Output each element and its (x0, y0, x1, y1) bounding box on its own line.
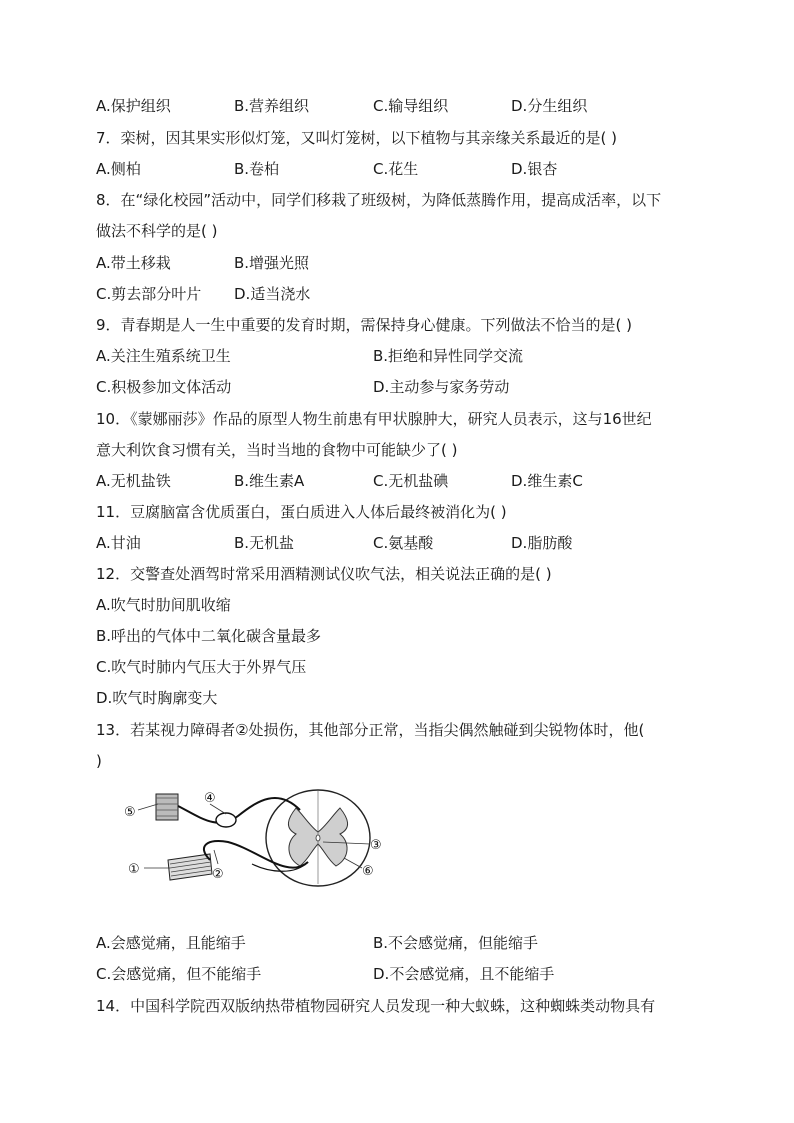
figure-label-2: ② (212, 867, 224, 882)
q7-stem: 7．栾树，因其果实形似灯笼，又叫灯笼树，以下植物与其亲缘关系最近的是( ) (96, 129, 618, 147)
q13-option-c: C.会感觉痛，但不能缩手 (96, 965, 262, 983)
q8-option-d: D.适当浇水 (234, 285, 311, 303)
q11-option-c: C.氨基酸 (373, 534, 434, 552)
figure-label-4: ④ (204, 791, 216, 806)
q11-option-b: B.无机盐 (234, 534, 295, 552)
q7-option-d: D.银杏 (511, 160, 558, 178)
q10-option-a: A.无机盐铁 (96, 472, 171, 490)
q6-option-c: C.输导组织 (373, 97, 449, 115)
q12-option-b: B.呼出的气体中二氧化碳含量最多 (96, 627, 322, 645)
q8-option-a: A.带土移栽 (96, 254, 171, 272)
q13-stem-line1: 13．若某视力障碍者②处损伤，其他部分正常，当指尖偶然触碰到尖锐物体时，他( (96, 721, 645, 739)
q12-stem: 12．交警查处酒驾时常采用酒精测试仪吹气法，相关说法正确的是( ) (96, 565, 552, 583)
q10-stem-line2: 意大利饮食习惯有关，当时当地的食物中可能缺少了( ) (96, 441, 458, 459)
q11-option-a: A.甘油 (96, 534, 141, 552)
sensory-nerve (178, 798, 300, 823)
q9-option-c: C.积极参加文体活动 (96, 378, 232, 396)
q6-option-a: A.保护组织 (96, 97, 171, 115)
q10-option-d: D.维生素C (511, 472, 583, 490)
q11-stem: 11．豆腐脑富含优质蛋白，蛋白质进入人体后最终被消化为( ) (96, 503, 507, 521)
dorsal-root-ganglion (216, 813, 236, 827)
figure-label-1: ① (128, 862, 140, 877)
q13-option-a: A.会感觉痛，且能缩手 (96, 934, 246, 952)
q6-option-d: D.分生组织 (511, 97, 588, 115)
figure-label-6: ⑥ (362, 864, 374, 879)
q14-stem: 14．中国科学院西双版纳热带植物园研究人员发现一种大蚁蛛，这种蜘蛛类动物具有 (96, 997, 656, 1015)
q6-option-b: B.营养组织 (234, 97, 310, 115)
q13-stem-line2: ) (96, 752, 102, 770)
q8-option-b: B.增强光照 (234, 254, 310, 272)
q9-option-b: B.拒绝和异性同学交流 (373, 347, 524, 365)
q9-option-d: D.主动参与家务劳动 (373, 378, 510, 396)
q7-option-c: C.花生 (373, 160, 419, 178)
q7-option-b: B.卷柏 (234, 160, 280, 178)
q9-stem: 9．青春期是人一生中重要的发育时期，需保持身心健康。下列做法不恰当的是( ) (96, 316, 633, 334)
q10-stem-line1: 10．《蒙娜丽莎》作品的原型人物生前患有甲状腺肿大，研究人员表示，这与16世纪 (96, 410, 652, 428)
figure-label-5: ⑤ (124, 805, 136, 820)
q8-stem-line2: 做法不科学的是( ) (96, 222, 218, 240)
q13-option-b: B.不会感觉痛，但能缩手 (373, 934, 539, 952)
q11-option-d: D.脂肪酸 (511, 534, 573, 552)
q12-option-c: C.吹气时肺内气压大于外界气压 (96, 658, 307, 676)
q10-option-b: B.维生素A (234, 472, 305, 490)
q9-option-a: A.关注生殖系统卫生 (96, 347, 231, 365)
q8-option-c: C.剪去部分叶片 (96, 285, 202, 303)
q12-option-a: A.吹气时肋间肌收缩 (96, 596, 231, 614)
q7-option-a: A.侧柏 (96, 160, 141, 178)
q13-option-d: D.不会感觉痛，且不能缩手 (373, 965, 555, 983)
q8-stem-line1: 8．在“绿化校园”活动中，同学们移栽了班级树，为降低蒸腾作用，提高成活率，以下 (96, 191, 662, 209)
figure-label-3: ③ (370, 838, 382, 853)
q10-option-c: C.无机盐碘 (373, 472, 449, 490)
q12-option-d: D.吹气时胸廓变大 (96, 689, 218, 707)
reflex-arc-figure (118, 780, 388, 905)
